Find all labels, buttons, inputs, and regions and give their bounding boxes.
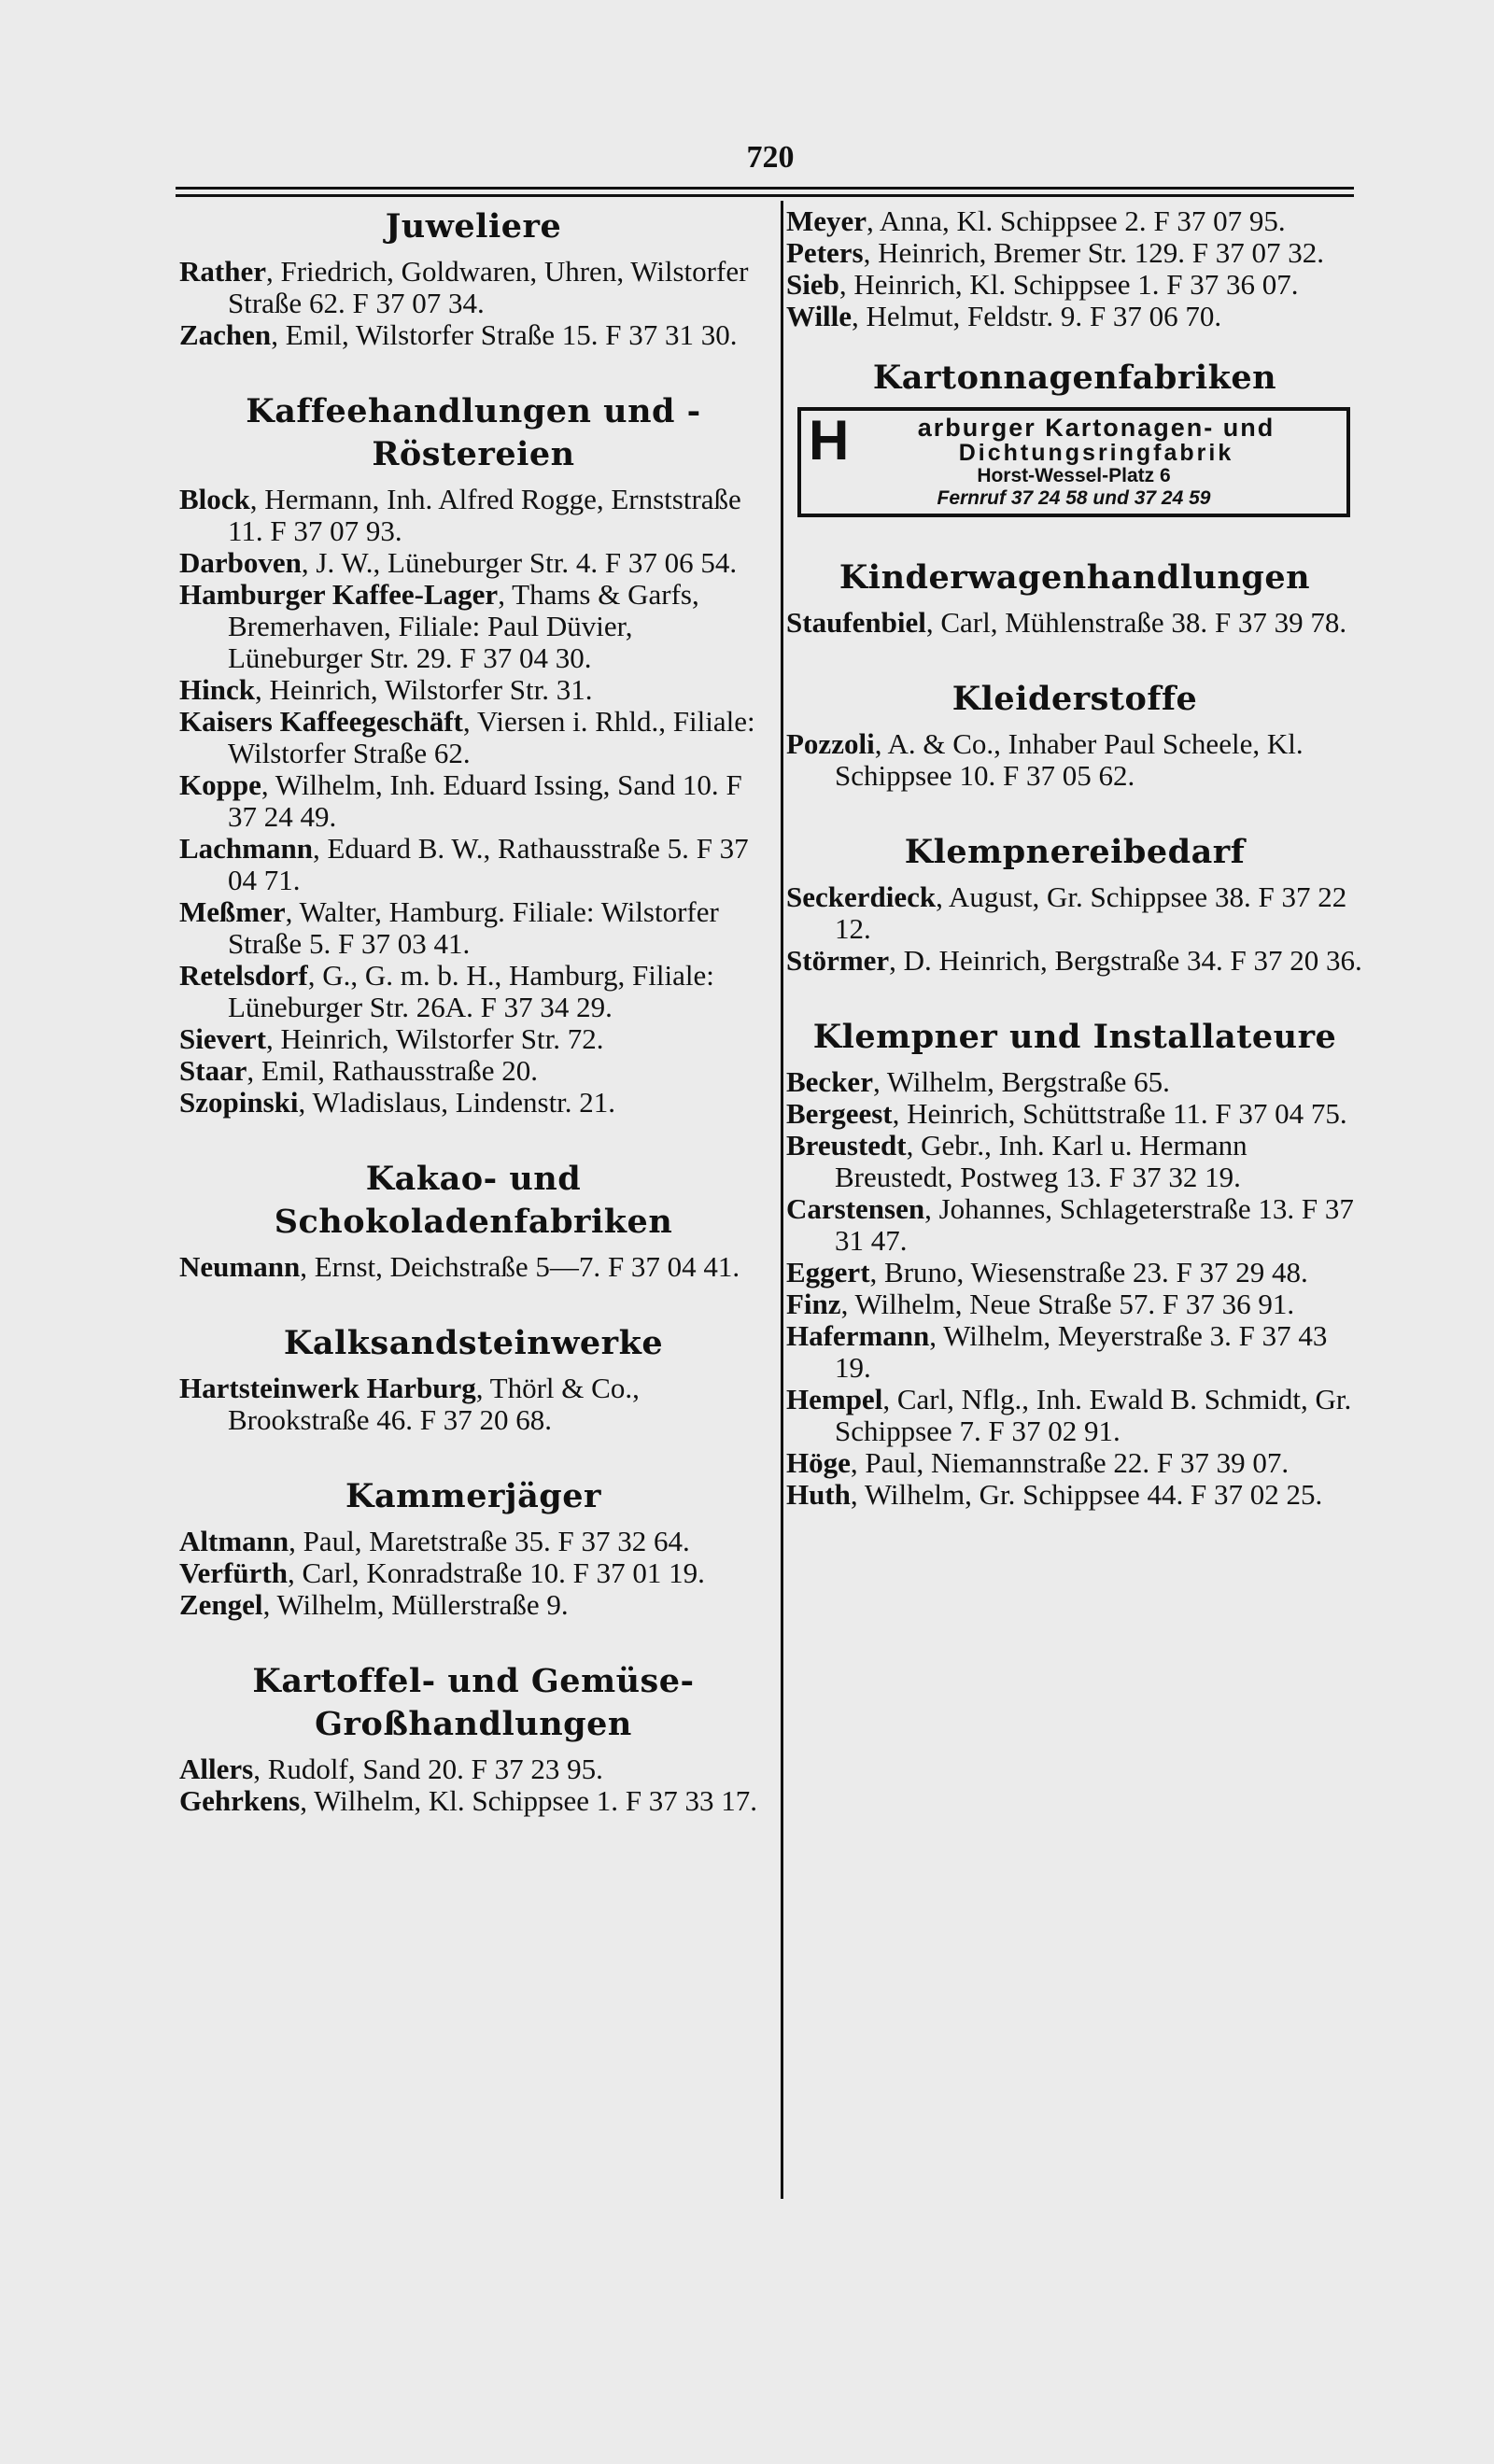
entry-name: Peters (786, 236, 864, 269)
entry-name: Meßmer (179, 895, 286, 928)
directory-entry (179, 579, 768, 674)
entry-name: Koppe (179, 768, 261, 801)
directory-entry (786, 237, 1363, 269)
entry-address: , Heinrich, Kl. Schippsee 1. (839, 268, 1160, 301)
entry-address: , Walter, Hamburg. Filiale: Wilstorfer Straße 5. (228, 895, 719, 960)
entry-name: Hafermann (786, 1319, 930, 1352)
entry-name: Kaisers Kaffeegeschäft (179, 705, 463, 738)
directory-entry (179, 960, 768, 1023)
entry-address: , Eduard B. W., Rathausstraße 5. (312, 832, 689, 865)
entry-name: Wille (786, 300, 853, 332)
section-heading: Kalksandsteinwerke (283, 1324, 664, 1362)
entry-address: , Heinrich, Wilstorfer Str. 31. (254, 673, 593, 706)
section-heading: Kartoffel- und Gemüse-Großhandlungen (252, 1662, 695, 1743)
entry-address: , Gebr., Inh. Karl u. Hermann Breustedt, Postweg 13. (835, 1129, 1247, 1193)
entry-phone: F 37 43 19. (835, 1319, 1328, 1384)
entry-address: , Wilhelm, Meyerstraße 3. (929, 1319, 1232, 1352)
entry-address: , Rudolf, Sand 20. (253, 1753, 464, 1785)
entry-name: Rather (179, 255, 266, 288)
entry-name: Huth (786, 1478, 851, 1511)
entry-name: Seckerdieck (786, 880, 937, 913)
entry-address: , Friedrich, Goldwaren, Uhren, Wilstorfer Straße 62. (228, 255, 749, 319)
directory-entry (179, 1023, 768, 1055)
section-heading: Kinderwagenhandlungen (839, 558, 1311, 597)
ad-initial: H (809, 409, 850, 472)
section-heading: Kleiderstoffe (951, 680, 1198, 718)
entry-phone: F 37 23 95. (471, 1753, 603, 1785)
ad-address: Horst-Wessel-Platz 6 (977, 465, 1171, 486)
ad-line-2: Dichtungsringfabrik (958, 440, 1234, 466)
entry-name: Sieb (786, 268, 839, 301)
entry-name: Lachmann (179, 832, 313, 865)
directory-entry (786, 728, 1363, 792)
entry-name: Eggert (786, 1256, 870, 1288)
entry-name: Carstensen (786, 1192, 925, 1225)
entry-name: Sievert (179, 1022, 266, 1055)
column-divider (781, 201, 783, 2199)
ad-line-1: arburger Kartonagen- und (917, 414, 1276, 442)
entry-phone: F 37 36 91. (1162, 1288, 1295, 1320)
directory-entry (786, 205, 1363, 237)
entry-address: , Johannes, Schlageterstraße 13. (924, 1192, 1295, 1225)
entry-name: Hartsteinwerk Harburg (179, 1372, 476, 1404)
entry-address: , J. W., Lüneburger Str. 4. (301, 546, 599, 579)
entry-name: Zengel (179, 1588, 263, 1621)
entry-address: , Viersen i. Rhld., Filiale: Wilstorfer Straße 62. (228, 705, 755, 769)
directory-entry (179, 256, 768, 319)
directory-entry (786, 1066, 1363, 1098)
entry-phone: F 37 02 91. (988, 1415, 1120, 1447)
entry-name: Verfürth (179, 1556, 288, 1589)
entry-name: Neumann (179, 1250, 301, 1283)
section-heading: Kaffeehandlungen und -Röstereien (246, 392, 701, 473)
entry-phone: F 37 20 68. (419, 1403, 553, 1436)
section-heading: Kartonnagenfabriken (872, 359, 1277, 397)
entry-address: , Heinrich, Bremer Str. 129. (863, 236, 1185, 269)
entry-address: , Bruno, Wiesenstraße 23. (869, 1256, 1169, 1288)
entry-phone: F 37 05 62. (1002, 759, 1135, 792)
directory-entry (786, 301, 1363, 332)
entry-name: Darboven (179, 546, 302, 579)
directory-entry (179, 1589, 768, 1621)
left-column (179, 205, 768, 1817)
entry-name: Becker (786, 1065, 873, 1098)
entry-address: , Anna, Kl. Schippsee 2. (867, 204, 1147, 237)
directory-entry (786, 881, 1363, 945)
entry-address: , Helmut, Feldstr. 9. (852, 300, 1083, 332)
entry-phone: F 37 07 95. (1153, 204, 1286, 237)
entry-phone: F 37 06 70. (1089, 300, 1222, 332)
entry-phone: F 37 04 71. (228, 832, 749, 896)
entry-address: , Emil, Rathausstraße 20. (247, 1054, 538, 1087)
entry-phone: F 37 36 07. (1166, 268, 1299, 301)
entry-address: , Heinrich, Schüttstraße 11. (892, 1097, 1208, 1130)
directory-entry (179, 1526, 768, 1557)
entry-phone: F 37 20 36. (1230, 944, 1362, 977)
entry-name: Szopinski (179, 1086, 299, 1119)
header-rule-bottom (176, 194, 1354, 197)
entry-name: Staar (179, 1054, 247, 1087)
directory-entry (786, 1257, 1363, 1288)
directory-entry (786, 1098, 1363, 1130)
entry-address: , A. & Co., Inhaber Paul Scheele, Kl. Schippsee 10. (835, 727, 1304, 792)
entry-phone: F 37 07 93. (270, 514, 402, 547)
entry-phone: F 37 39 07. (1156, 1446, 1290, 1479)
entry-name: Block (179, 483, 250, 515)
entry-phone: F 37 24 49. (228, 768, 742, 833)
entry-phone: F 37 07 32. (1191, 236, 1324, 269)
entry-name: Störmer (786, 944, 890, 977)
directory-entry (786, 1320, 1363, 1384)
entry-phone: F 37 32 19. (1108, 1161, 1241, 1193)
entry-address: , Carl, Nflg., Inh. Ewald B. Schmidt, Gr. Schippsee 7. (835, 1383, 1352, 1447)
entry-phone: F 37 04 41. (607, 1250, 740, 1283)
entry-phone: F 37 04 30. (459, 641, 592, 674)
entry-address: , Wilhelm, Müllerstraße 9. (262, 1588, 569, 1621)
entry-address: , Thams & Garfs, Bremerhaven, Filiale: Paul Düvier, Lüneburger Str. 29. (228, 578, 699, 674)
entry-name: Höge (786, 1446, 851, 1479)
directory-entry (786, 1479, 1363, 1511)
directory-entry (786, 1447, 1363, 1479)
entry-phone: F 37 07 34. (352, 287, 485, 319)
directory-entry (786, 269, 1363, 301)
entry-name: Hinck (179, 673, 255, 706)
entry-name: Meyer (786, 204, 867, 237)
entry-name: Bergeest (786, 1097, 893, 1130)
entry-address: , Wilhelm, Neue Straße 57. (840, 1288, 1156, 1320)
entry-phone: F 37 33 17. (625, 1784, 758, 1817)
directory-entry (786, 1193, 1363, 1257)
entry-address: , Wilhelm, Kl. Schippsee 1. (300, 1784, 619, 1817)
directory-entry (786, 1288, 1363, 1320)
section-heading: Kakao- und Schokoladenfabriken (274, 1160, 673, 1241)
directory-entry (179, 706, 768, 769)
section-heading: Klempnereibedarf (904, 833, 1246, 871)
page-number: 720 (746, 140, 795, 175)
directory-entry (179, 484, 768, 547)
directory-entry (179, 769, 768, 833)
directory-entry (179, 1785, 768, 1817)
entry-name: Altmann (179, 1525, 289, 1557)
entry-phone: F 37 02 25. (1191, 1478, 1323, 1511)
entry-address: , Wladislaus, Lindenstr. 21. (298, 1086, 616, 1119)
header-rule-top (176, 187, 1354, 190)
entry-name: Hamburger Kaffee-Lager (179, 578, 499, 611)
directory-entry (179, 319, 768, 351)
ad-phone: Fernruf 37 24 58 und 37 24 59 (937, 487, 1211, 509)
entry-name: Zachen (179, 318, 272, 351)
directory-entry (179, 1753, 768, 1785)
directory-entry (786, 1130, 1363, 1193)
advertisement-box (797, 407, 1350, 517)
directory-entry (786, 945, 1363, 977)
entry-address: , Wilhelm, Inh. Eduard Issing, Sand 10. (261, 768, 719, 801)
entry-phone: F 37 34 29. (480, 991, 613, 1023)
entry-name: Staufenbiel (786, 606, 926, 639)
section-heading: Juweliere (385, 207, 562, 246)
entry-phone: F 37 31 30. (605, 318, 738, 351)
directory-entry (179, 547, 768, 579)
entry-name: Allers (179, 1753, 254, 1785)
entry-address: , August, Gr. Schippsee 38. (936, 880, 1251, 913)
entry-phone: F 37 06 54. (604, 546, 738, 579)
entry-name: Gehrkens (179, 1784, 301, 1817)
entry-address: , Emil, Wilstorfer Straße 15. (271, 318, 599, 351)
entry-name: Retelsdorf (179, 959, 308, 992)
entry-address: , Paul, Maretstraße 35. (289, 1525, 551, 1557)
entry-phone: F 37 31 47. (835, 1192, 1354, 1257)
entry-phone: F 37 04 75. (1215, 1097, 1347, 1130)
section-heading: Kammerjäger (345, 1477, 601, 1515)
entry-phone: F 37 03 41. (337, 927, 471, 960)
right-column (786, 205, 1363, 1511)
entry-name: Finz (786, 1288, 841, 1320)
entry-address: , G., G. m. b. H., Hamburg, Filiale: Lüneburger Str. 26A. (228, 959, 714, 1023)
entry-address: , Hermann, Inh. Alfred Rogge, Ernststraße 11. (228, 483, 741, 547)
section-heading: Klempner und Installateure (812, 1018, 1337, 1056)
right-sections (786, 517, 1363, 1511)
entry-address: , Ernst, Deichstraße 5—7. (300, 1250, 601, 1283)
entry-address: , Carl, Konradstraße 10. (287, 1556, 566, 1589)
directory-entry (179, 1251, 768, 1283)
entry-address: , Wilhelm, Gr. Schippsee 44. (850, 1478, 1184, 1511)
entry-address: , Heinrich, Wilstorfer Str. 72. (265, 1022, 604, 1055)
entry-name: Hempel (786, 1383, 883, 1415)
entry-address: , Paul, Niemannstraße 22. (850, 1446, 1150, 1479)
directory-entry (179, 833, 768, 896)
continued-entries (786, 205, 1363, 332)
entry-name: Breustedt (786, 1129, 907, 1162)
entry-phone: F 37 29 48. (1176, 1256, 1308, 1288)
entry-address: , Wilhelm, Bergstraße 65. (872, 1065, 1170, 1098)
entry-phone: F 37 22 12. (835, 880, 1347, 945)
directory-entry (179, 1055, 768, 1087)
directory-entry (179, 1087, 768, 1119)
entry-phone: F 37 32 64. (557, 1525, 690, 1557)
entry-address: , Carl, Mühlenstraße 38. (925, 606, 1208, 639)
entry-name: Pozzoli (786, 727, 875, 760)
directory-entry (179, 674, 768, 706)
directory-entry (179, 1557, 768, 1589)
entry-address: , Thörl & Co., Brookstraße 46. (228, 1372, 640, 1436)
entry-address: , D. Heinrich, Bergstraße 34. (889, 944, 1223, 977)
directory-entry (179, 896, 768, 960)
directory-entry (786, 607, 1363, 639)
directory-entry (786, 1384, 1363, 1447)
entry-phone: F 37 01 19. (572, 1556, 705, 1589)
directory-entry (179, 1373, 768, 1436)
entry-phone: F 37 39 78. (1214, 606, 1347, 639)
